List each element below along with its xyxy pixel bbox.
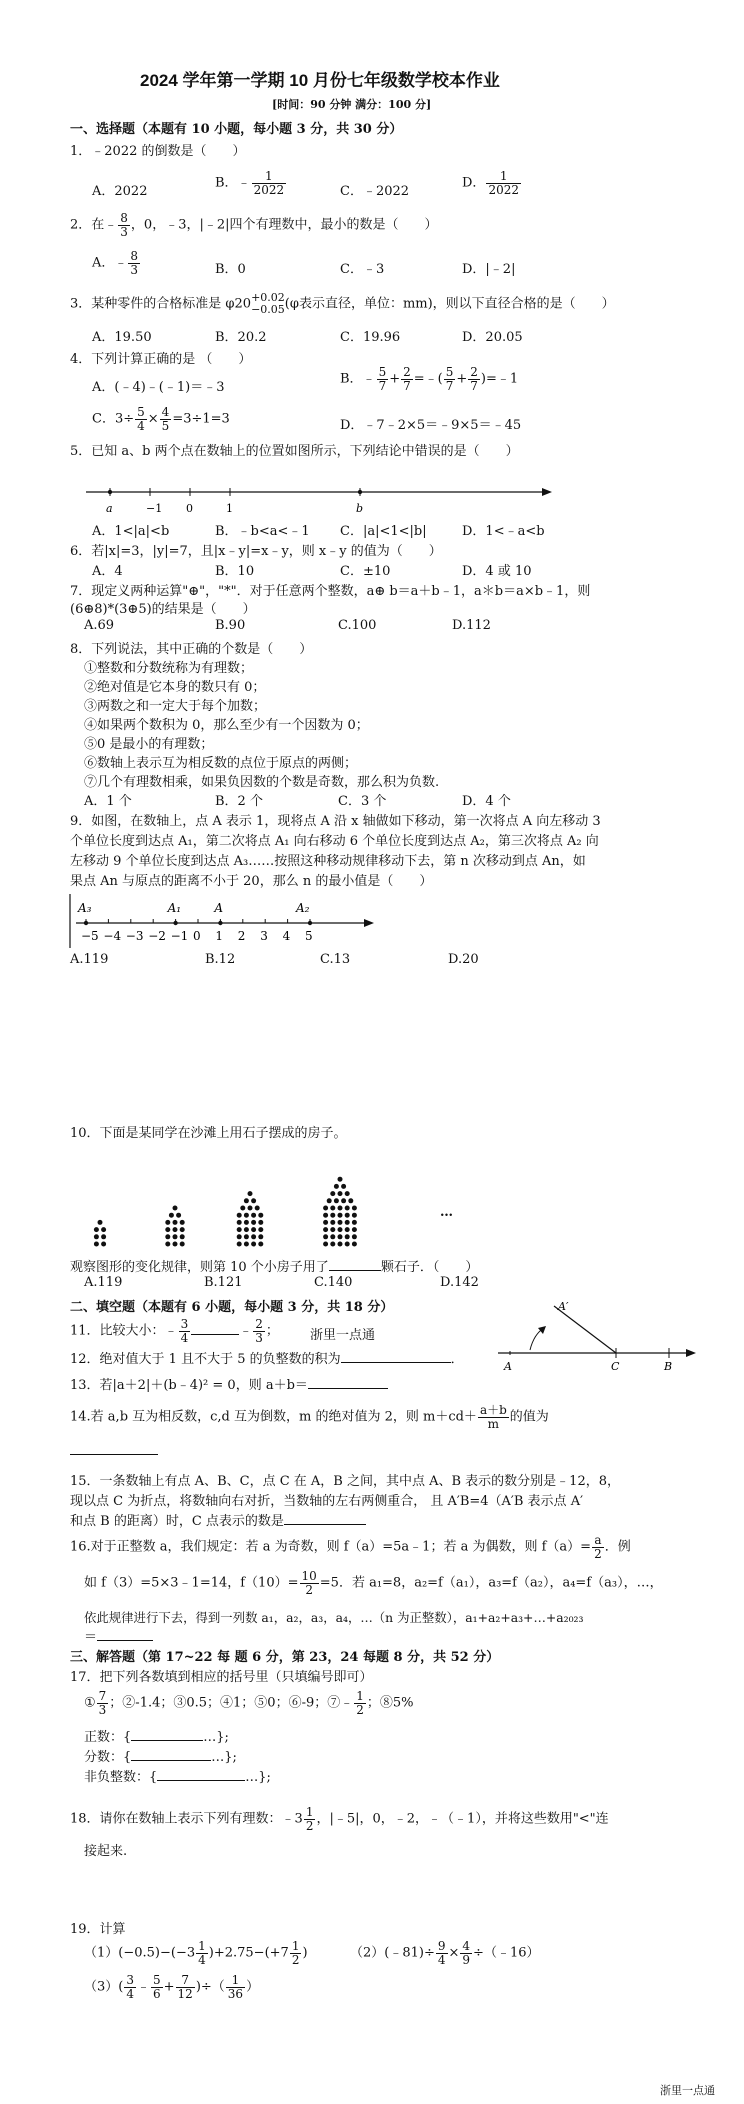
stone: [101, 1242, 106, 1247]
stone: [352, 1234, 357, 1239]
q17-positive-set: 正数：{ …};: [84, 1730, 229, 1745]
q6-option-b: B．10: [215, 564, 255, 579]
tick-label: a: [106, 502, 113, 515]
stone: [244, 1227, 249, 1232]
tick-label: −5: [81, 929, 99, 943]
question-16-line3: 依此规律进行下去，得到一列数 a₁，a₂，a₃，a₄，…（n 为正整数），a₁+a₂+a₃+…+a₂₀₂₃: [84, 1610, 584, 1625]
stone: [165, 1242, 170, 1247]
q8-item: ⑥数轴上表示互为相反数的点位于原点的两侧；: [84, 756, 358, 771]
q4-option-b: B．﹣ $\frac{5}{7}$ + $\frac{2}{7}$ =﹣( $\frac{5}{7}$ + $\frac{2}{7}$ )=﹣1: [340, 365, 519, 393]
stone: [345, 1191, 350, 1196]
q8-item: ⑤0 是最小的有理数；: [84, 737, 214, 752]
tick-label: 1: [226, 502, 233, 515]
question-1: 1．﹣2022 的倒数是（ ）: [70, 144, 246, 159]
question-10: 10．下面是某同学在沙滩上用石子摆成的房子。: [70, 1126, 347, 1141]
stone: [244, 1234, 249, 1239]
question-15: 15．一条数轴上有点 A、B、C，点 C 在 A，B 之间，其中点 A、B 表示的数分别是﹣12，8，: [70, 1474, 620, 1489]
stone: [345, 1206, 350, 1211]
stone: [352, 1220, 357, 1225]
stone: [330, 1191, 335, 1196]
q1-option-c: C．﹣2022: [340, 184, 410, 199]
q14-answer-blank[interactable]: [70, 1440, 158, 1455]
q3-option-c: C．19.96: [340, 330, 401, 345]
footer-brand: 浙里一点通: [660, 2084, 715, 2097]
stone: [338, 1191, 343, 1196]
tick-label: 3: [260, 929, 268, 943]
stone: [173, 1242, 178, 1247]
stone: [338, 1206, 343, 1211]
exam-meta: [时间：90 分钟 满分：100 分]: [272, 98, 432, 111]
section-heading-solve: 三、解答题（第 17~22 每 题 6 分，第 23，24 每题 8 分，共 52 分）: [70, 1650, 500, 1665]
q4-option-a: A．(﹣4)﹣(﹣1)＝﹣3: [92, 380, 225, 395]
watermark-text: 浙里一点通: [310, 1328, 376, 1343]
q17-number-list: ① $\frac{7}{3}$ ；②-1.4；③0.5；④1；⑤0；⑥-9；⑦﹣ $\frac{1}{2}$ ；⑧5%: [84, 1689, 414, 1717]
stone: [173, 1220, 178, 1225]
point-label: A₁: [167, 901, 182, 915]
q4-option-d: D．﹣7﹣2×5＝﹣9×5＝﹣45: [340, 418, 522, 433]
question-7: 7．现定义两种运算"⊕"，"*"．对于任意两个整数，a⊕ b＝a＋b﹣1，a＊b＝a×b﹣1，则: [70, 584, 591, 599]
stone: [251, 1227, 256, 1232]
stone: [258, 1213, 263, 1218]
q2-option-a: A．﹣ $\frac{8}{3}$: [92, 249, 139, 277]
q5-option-c: C．|a|<1<|b|: [340, 524, 427, 539]
stone: [323, 1242, 328, 1247]
question-9-line: 左移动 9 个单位长度到达点 A₃……按照这种移动规律移动下去，第 n 次移动到点 An，如: [70, 854, 586, 869]
stone: [348, 1198, 353, 1203]
stone: [341, 1184, 346, 1189]
question-13: 13．若|a＋2|＋(b﹣4)² = 0，则 a＋b＝: [70, 1374, 388, 1393]
stone: [251, 1242, 256, 1247]
q17-nonneg-int-set: 非负整数：{ …};: [84, 1770, 271, 1785]
stone: [330, 1227, 335, 1232]
question-17: 17．把下列各数填到相应的括号里（只填编号即可）: [70, 1670, 373, 1685]
stone: [248, 1206, 253, 1211]
question-18: 18．请你在数轴上表示下列有理数：﹣3 $\frac{1}{2}$ ，|﹣5|，0，﹣2，﹣（﹣1），并将这些数用"<"连: [70, 1805, 609, 1833]
q7-option-a: A.69: [84, 618, 115, 633]
stone: [258, 1220, 263, 1225]
q5-number-line: [80, 476, 560, 520]
q3-option-b: B．20.2: [215, 330, 267, 345]
point-marker: [108, 490, 112, 494]
section-heading-choice: 一、选择题（本题有 10 小题，每小题 3 分，共 30 分）: [70, 122, 403, 137]
q10-option-c: C.140: [314, 1275, 353, 1290]
stone: [165, 1220, 170, 1225]
point-marker: [173, 921, 177, 925]
point-marker: [84, 921, 88, 925]
stone: [258, 1234, 263, 1239]
q9-option-b: B.12: [205, 952, 236, 967]
stone: [251, 1220, 256, 1225]
stone: [341, 1198, 346, 1203]
question-19: 19．计算: [70, 1922, 126, 1937]
page-title: 2024 学年第一学期 10 月份七年级数学校本作业: [140, 71, 500, 90]
stone: [94, 1227, 99, 1232]
label-a-prime: A′: [558, 1300, 569, 1313]
q19-part-1: （1）(−0.5)−(−3 $\frac{1}{4}$ )+2.75−(+7 $\frac{1}{2}$ ): [84, 1939, 308, 1967]
q6-option-a: A．4: [92, 564, 123, 579]
stone: [244, 1198, 249, 1203]
q2-option-b: B．0: [215, 262, 246, 277]
q2-option-d: D．|﹣2|: [462, 262, 516, 277]
question-4: 4．下列计算正确的是 （ ）: [70, 352, 252, 367]
q10-ellipsis: …: [440, 1205, 453, 1220]
q9-option-a: A.119: [70, 952, 109, 967]
point-label: A₂: [296, 901, 310, 915]
stone: [101, 1234, 106, 1239]
stone: [338, 1227, 343, 1232]
question-12: 12．绝对值大于 1 且不大于 5 的负整数的积为 ．: [70, 1352, 464, 1367]
question-16: 16.对于正整数 a，我们规定：若 a 为奇数，则 f（a）=5a﹣1；若 a 为偶数，则 f（a）= $\frac{a}{2}$ ．例: [70, 1533, 631, 1561]
folded-ray: [554, 1306, 616, 1353]
stone: [251, 1198, 256, 1203]
question-16-line2: 如 f（3）=5×3﹣1=14，f（10）= $\frac{10}{2}$ =5．若 a₁=8，a₂=f（a₁），a₃=f（a₂），a₄=f（a₃），…，: [84, 1569, 663, 1597]
stone: [237, 1220, 242, 1225]
stone: [98, 1220, 103, 1225]
tick-label: −2: [148, 929, 166, 943]
q7-option-c: C.100: [338, 618, 377, 633]
stone: [173, 1227, 178, 1232]
stone: [251, 1234, 256, 1239]
stone: [165, 1227, 170, 1232]
q19-part-2: （2）(﹣81)÷ $\frac{9}{4}$ × $\frac{4}{9}$ ÷（﹣16）: [350, 1939, 540, 1967]
tick-label: −4: [103, 929, 122, 943]
stone: [244, 1220, 249, 1225]
stone: [345, 1242, 350, 1247]
stone: [323, 1213, 328, 1218]
stone: [169, 1213, 174, 1218]
q10-stone-houses: [80, 1146, 480, 1248]
q8-item: ⑦几个有理数相乘，如果负因数的个数是奇数，那么积为负数.: [84, 775, 440, 790]
stone: [244, 1242, 249, 1247]
question-18-line2: 接起来.: [84, 1844, 128, 1859]
stone: [345, 1213, 350, 1218]
point-marker: [358, 490, 362, 494]
stone: [94, 1242, 99, 1247]
stone: [173, 1234, 178, 1239]
stone: [180, 1234, 185, 1239]
q10-option-d: D.142: [440, 1275, 479, 1290]
tick-label: 1: [215, 929, 224, 943]
stone: [94, 1234, 99, 1239]
q1-option-b: B．﹣ $\frac{1}{2022}$: [215, 169, 285, 197]
stone: [323, 1206, 328, 1211]
label-a: A: [504, 1360, 512, 1373]
stone: [244, 1213, 249, 1218]
stone: [338, 1242, 343, 1247]
stone: [237, 1227, 242, 1232]
stone: [345, 1227, 350, 1232]
q4-option-c: C．3÷ $\frac{5}{4}$ × $\frac{4}{5}$ =3÷1=3: [92, 405, 230, 433]
q9-number-line: [68, 890, 388, 950]
stone: [180, 1220, 185, 1225]
stone: [345, 1234, 350, 1239]
tick-label: 0: [193, 929, 201, 943]
axis-arrow: [686, 1349, 696, 1357]
point-label: A: [214, 901, 224, 915]
stone: [240, 1206, 245, 1211]
stone: [237, 1242, 242, 1247]
q5-option-a: A．1<|a|<b: [92, 524, 170, 539]
stone: [258, 1227, 263, 1232]
label-c: C: [611, 1360, 620, 1373]
stone: [352, 1213, 357, 1218]
q1-option-d: D． $\frac{1}{2022}$: [462, 169, 519, 197]
stone: [338, 1234, 343, 1239]
stone: [338, 1177, 343, 1182]
q8-option-a: A．1 个: [84, 794, 132, 809]
stone: [352, 1206, 357, 1211]
q8-option-c: C．3 个: [338, 794, 387, 809]
stone: [330, 1242, 335, 1247]
question-14: 14.若 a,b 互为相反数，c,d 互为倒数，m 的绝对值为 2，则 m＋cd＋ $\frac{a+b}{m}$ 的值为: [70, 1403, 549, 1431]
q8-option-d: D．4 个: [462, 794, 511, 809]
label-b: B: [664, 1360, 673, 1373]
question-11: 11．比较大小：﹣ $\frac{3}{4}$ ﹣ $\frac{2}{3}$ ；: [70, 1317, 279, 1345]
section-heading-fill: 二、填空题（本题有 6 小题，每小题 3 分，共 18 分）: [70, 1300, 394, 1315]
q3-option-d: D．20.05: [462, 330, 523, 345]
question-10-line2: 观察图形的变化规律，则第 10 个小房子用了 颗石子．（ ）: [70, 1260, 479, 1275]
stone: [330, 1206, 335, 1211]
q10-option-b: B.121: [204, 1275, 243, 1290]
tick-label: −1: [146, 502, 163, 515]
stone: [258, 1242, 263, 1247]
stone: [330, 1234, 335, 1239]
q9-option-d: D.20: [448, 952, 479, 967]
point-label: A₃: [78, 901, 92, 915]
q5-option-b: B．﹣b<a<﹣1: [215, 524, 310, 539]
stone: [176, 1213, 181, 1218]
tick-label: −3: [125, 929, 144, 943]
question-16-line4: ＝: [84, 1626, 153, 1645]
question-9-line: 个单位长度到达点 A₁，第二次将点 A₁ 向右移动 6 个单位长度到达点 A₂，第三次将点 A₂ 向: [70, 834, 599, 849]
q6-option-d: D．4 或 10: [462, 564, 532, 579]
stone: [165, 1234, 170, 1239]
tick-label: 4: [282, 929, 291, 943]
stone: [180, 1242, 185, 1247]
question-6: 6．若|x|=3，|y|=7，且|x﹣y|=x﹣y，则 x﹣y 的值为（ ）: [70, 544, 442, 559]
tick-label: 5: [305, 929, 313, 943]
tick-label: 2: [237, 929, 246, 943]
stone: [352, 1227, 357, 1232]
q3-option-a: A．19.50: [92, 330, 152, 345]
question-3: 3．某种零件的合格标准是 φ20 +0.02 −0.05 (φ表示直径，单位：mm)，则以下直径合格的是（ ）: [70, 291, 615, 317]
stone: [323, 1234, 328, 1239]
stone: [173, 1206, 178, 1211]
q8-item: ④如果两个数积为 0，那么至少有一个因数为 0；: [84, 718, 369, 733]
q17-fraction-set: 分数：{ …};: [84, 1750, 237, 1765]
q9-option-c: C.13: [320, 952, 351, 967]
axis-arrow: [542, 488, 552, 496]
stone: [338, 1213, 343, 1218]
tick-label: b: [356, 502, 364, 515]
q19-part-3: （3）( $\frac{3}{4}$ ﹣ $\frac{5}{6}$ + $\frac{7}{12}$ )÷（ $\frac{1}{36}$ ）: [84, 1973, 260, 2001]
stone: [352, 1242, 357, 1247]
question-15-line: 和点 B 的距离）时，C 点表示的数是: [70, 1510, 366, 1529]
question-15-line: 现以点 C 为折点，将数轴向右对折，当数轴的左右两侧重合， 且 A′B=4（A′B 表示点 A′: [70, 1494, 584, 1509]
stone: [330, 1213, 335, 1218]
stone: [237, 1213, 242, 1218]
stone: [334, 1198, 339, 1203]
stone: [334, 1184, 339, 1189]
question-9: 9．如图，在数轴上，点 A 表示 1，现将点 A 沿 x 轴做如下移动，第一次将点 A 向左移动 3: [70, 814, 601, 829]
stone: [180, 1227, 185, 1232]
question-2: 2．在﹣ $\frac{8}{3}$ ，0，﹣3，|﹣2|四个有理数中，最小的数是（ ）: [70, 211, 438, 239]
q8-item: ②绝对值是它本身的数只有 0；: [84, 680, 266, 695]
q2-option-c: C．﹣3: [340, 262, 385, 277]
tick-label: −1: [170, 929, 189, 943]
q10-option-a: A.119: [84, 1275, 123, 1290]
stone: [323, 1220, 328, 1225]
q7-option-d: D.112: [452, 618, 491, 633]
stone: [248, 1191, 253, 1196]
question-7-line2: (6⊕8)*(3⊕5)的结果是（ ）: [70, 602, 256, 617]
stone: [345, 1220, 350, 1225]
question-9-line: 果点 An 与原点的距离不小于 20，那么 n 的最小值是（ ）: [70, 874, 433, 889]
stone: [237, 1234, 242, 1239]
q5-option-d: D．1<﹣a<b: [462, 524, 545, 539]
stone: [330, 1220, 335, 1225]
point-marker: [308, 921, 312, 925]
q7-option-b: B.90: [215, 618, 246, 633]
tick-label: 0: [186, 502, 193, 515]
q8-option-b: B．2 个: [215, 794, 263, 809]
q1-option-a: A．2022: [92, 184, 148, 199]
question-8: 8．下列说法，其中正确的个数是（ ）: [70, 642, 313, 657]
stone: [251, 1213, 256, 1218]
axis-arrow: [364, 919, 374, 927]
q8-item: ③两数之和一定大于每个加数；: [84, 699, 267, 714]
q15-fold-figure: [494, 1296, 700, 1376]
stone: [323, 1227, 328, 1232]
stone: [327, 1198, 332, 1203]
q8-item: ①整数和分数统称为有理数；: [84, 661, 254, 676]
stone: [101, 1227, 106, 1232]
stone: [255, 1206, 260, 1211]
stone: [338, 1220, 343, 1225]
q6-option-c: C．±10: [340, 564, 391, 579]
question-5: 5．已知 a、b 两个点在数轴上的位置如图所示，下列结论中错误的是（ ）: [70, 444, 519, 459]
point-marker: [218, 921, 222, 925]
